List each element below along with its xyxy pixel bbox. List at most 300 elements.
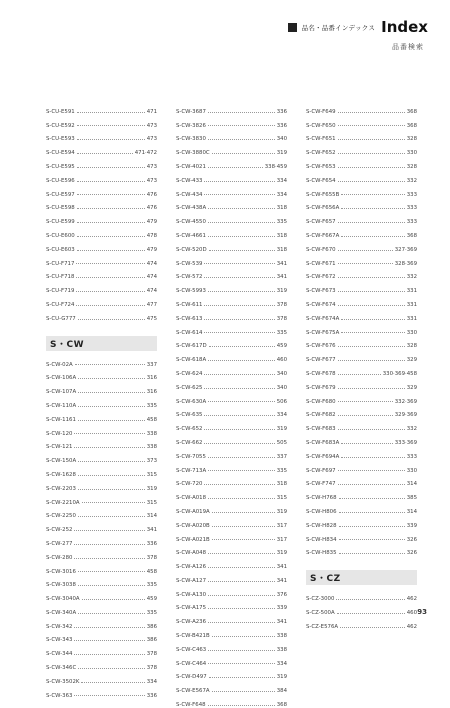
- product-code: S-CW-713A: [176, 467, 207, 474]
- product-code: S-CW-618A: [176, 357, 207, 364]
- page-reference: 318: [276, 205, 287, 212]
- dot-leader: [78, 392, 145, 393]
- dot-leader: [204, 319, 274, 320]
- page-reference: 474: [146, 274, 157, 281]
- index-entry: [46, 280, 157, 294]
- page-reference: 476: [146, 205, 157, 212]
- header-section-label: 品番検索: [392, 43, 424, 51]
- product-code: S-CW-F747: [306, 481, 336, 488]
- index-entry: [176, 280, 287, 294]
- page-reference: 338: [146, 444, 157, 451]
- product-code: S-CU-E592: [46, 122, 75, 129]
- index-entry: [176, 501, 287, 515]
- page-reference: 334: [276, 412, 287, 419]
- page-reference: 368: [406, 122, 417, 129]
- page-reference: 329: [406, 384, 417, 391]
- dot-leader: [77, 181, 145, 182]
- index-column-1: [46, 101, 157, 699]
- index-entry: [176, 570, 287, 584]
- index-entry: [306, 322, 417, 336]
- section-heading: S・CW: [46, 336, 157, 351]
- page-reference: 333·369: [394, 439, 417, 446]
- index-entry: [176, 156, 287, 170]
- dot-leader: [341, 332, 404, 333]
- page-reference: 335: [146, 402, 157, 409]
- dot-leader: [75, 364, 145, 365]
- index-entry: [46, 409, 157, 423]
- product-code: S-CU-F717: [46, 260, 75, 267]
- dot-leader: [339, 553, 405, 554]
- dot-leader: [78, 420, 145, 421]
- product-code: S-CW-F674A: [306, 315, 340, 322]
- dot-leader: [77, 236, 145, 237]
- index-entry: [176, 446, 287, 460]
- product-code: S-CW-277: [46, 540, 73, 547]
- dot-leader: [338, 415, 393, 416]
- index-entry: [306, 432, 417, 446]
- page-reference: 378: [146, 651, 157, 658]
- dot-leader: [338, 153, 405, 154]
- index-entry: [46, 506, 157, 520]
- product-code: S-CU-E600: [46, 232, 75, 239]
- dot-leader: [337, 613, 405, 614]
- page-reference: 505: [276, 439, 287, 446]
- product-code: S-CW-630A: [176, 398, 207, 405]
- page-reference: 330: [406, 150, 417, 157]
- product-code: S-CW-E567A: [176, 688, 210, 695]
- dot-leader: [339, 498, 405, 499]
- dot-leader: [338, 346, 405, 347]
- dot-leader: [78, 516, 145, 517]
- index-entry: [176, 694, 287, 708]
- dot-leader: [82, 599, 145, 600]
- index-entry: [306, 267, 417, 281]
- product-code: S-CW-120: [46, 430, 73, 437]
- page-reference: 333: [406, 453, 417, 460]
- page-reference: 326: [406, 550, 417, 557]
- index-entry: [176, 129, 287, 143]
- dot-leader: [212, 539, 275, 540]
- dot-leader: [76, 277, 144, 278]
- product-code: S-CU-F719: [46, 288, 75, 295]
- page-reference: 462: [406, 623, 417, 630]
- index-entry: [306, 487, 417, 501]
- dot-leader: [82, 502, 145, 503]
- page-reference: 473: [146, 177, 157, 184]
- page-reference: 319: [276, 426, 287, 433]
- index-entry: [176, 377, 287, 391]
- product-code: S-CW-A236: [176, 619, 207, 626]
- page-reference: 329: [406, 357, 417, 364]
- product-code: S-CW-H834: [306, 536, 337, 543]
- page-reference: 337: [276, 453, 287, 460]
- dot-leader: [339, 539, 405, 540]
- page-reference: 378: [276, 301, 287, 308]
- dot-leader: [208, 236, 275, 237]
- index-entry: [46, 616, 157, 630]
- dot-leader: [204, 332, 274, 333]
- index-entry: [46, 423, 157, 437]
- product-code: S-CU-F724: [46, 301, 75, 308]
- product-code: S-CW-A130: [176, 591, 207, 598]
- page-reference: 341: [146, 527, 157, 534]
- product-code: S-CW-F655B: [306, 191, 340, 198]
- page-reference: 340: [276, 136, 287, 143]
- product-code: S-CW-H806: [306, 508, 337, 515]
- page-reference: 334: [276, 660, 287, 667]
- product-code: S-CU-E598: [46, 205, 75, 212]
- index-entry: [306, 363, 417, 377]
- product-code: S-CW-121: [46, 444, 73, 451]
- product-code: S-CW-613: [176, 315, 203, 322]
- product-code: S-CW-C464: [176, 660, 207, 667]
- page-reference: 333: [406, 191, 417, 198]
- index-entry: [46, 129, 157, 143]
- page-reference: 336: [146, 692, 157, 699]
- index-entry: [46, 354, 157, 368]
- page-reference: 471: [146, 108, 157, 115]
- product-code: S-CW-H828: [306, 522, 337, 529]
- dot-leader: [341, 443, 392, 444]
- index-entry: [306, 239, 417, 253]
- page-reference: 328·369: [394, 260, 417, 267]
- index-entry: [176, 198, 287, 212]
- index-entry: [306, 184, 417, 198]
- product-code: S-CW-280: [46, 554, 73, 561]
- dot-leader: [208, 498, 275, 499]
- index-entry: [176, 680, 287, 694]
- dot-leader: [341, 194, 404, 195]
- page-reference: 341: [276, 260, 287, 267]
- product-code: S-CW-F679: [306, 384, 336, 391]
- product-code: S-CW-5993: [176, 288, 206, 295]
- dot-leader: [340, 627, 405, 628]
- dot-leader: [338, 484, 405, 485]
- index-entry: [176, 267, 287, 281]
- index-entry: [46, 294, 157, 308]
- dot-leader: [74, 695, 144, 696]
- product-code: S-CW-F652: [306, 150, 336, 157]
- dot-leader: [208, 650, 274, 651]
- page-reference: 335: [146, 609, 157, 616]
- dot-leader: [74, 558, 144, 559]
- section-spacer: [306, 556, 417, 570]
- product-code: S-CW-340A: [46, 609, 77, 616]
- product-code: S-CW-4550: [176, 219, 206, 226]
- page-reference: 386: [146, 623, 157, 630]
- index-entry: [306, 474, 417, 488]
- page-reference: 475: [146, 315, 157, 322]
- index-entry: [46, 643, 157, 657]
- product-code: S-CW-F672: [306, 274, 336, 281]
- header-subtitle: 品名・品番インデックス: [301, 23, 376, 32]
- product-code: S-CW-3016: [46, 568, 76, 575]
- product-code: S-CW-F657: [306, 219, 336, 226]
- page-reference: 476: [146, 191, 157, 198]
- product-code: S-CW-438A: [176, 205, 207, 212]
- page-reference: 314: [146, 513, 157, 520]
- product-code: S-CW-H768: [306, 495, 337, 502]
- page-reference: 331: [406, 288, 417, 295]
- dot-leader: [77, 194, 145, 195]
- dot-leader: [338, 305, 405, 306]
- product-code: S-CW-624: [176, 370, 203, 377]
- dot-leader: [336, 599, 404, 600]
- product-code: S-CW-252: [46, 527, 73, 534]
- page-reference: 333: [406, 219, 417, 226]
- product-code: S-CW-7055: [176, 453, 206, 460]
- index-entry: [46, 395, 157, 409]
- index-entry: [306, 170, 417, 184]
- product-code: S-CW-3040A: [46, 596, 80, 603]
- dot-leader: [77, 112, 145, 113]
- dot-leader: [77, 153, 133, 154]
- index-entry: [306, 211, 417, 225]
- index-entry: [176, 308, 287, 322]
- dot-leader: [208, 401, 275, 402]
- dot-leader: [208, 622, 275, 623]
- index-entry: [176, 405, 287, 419]
- product-code: S-CW-3687: [176, 108, 206, 115]
- dot-leader: [74, 640, 144, 641]
- page-header: [288, 18, 428, 36]
- index-entry: [176, 667, 287, 681]
- product-code: S-CW-1161: [46, 416, 76, 423]
- index-entry: [306, 418, 417, 432]
- index-entry: [176, 543, 287, 557]
- product-code: S-CW-363: [46, 692, 73, 699]
- product-code: S-CW-F667A: [306, 232, 340, 239]
- dot-leader: [338, 250, 393, 251]
- page-reference: 462: [406, 596, 417, 603]
- dot-leader: [339, 526, 405, 527]
- index-entry: [306, 336, 417, 350]
- page-reference: 385: [406, 495, 417, 502]
- page-reference: 330: [406, 467, 417, 474]
- index-entry: [176, 391, 287, 405]
- index-entry: [46, 630, 157, 644]
- dot-leader: [212, 512, 275, 513]
- page-reference: 474: [146, 260, 157, 267]
- index-entry: [46, 575, 157, 589]
- product-code: S-CW-3830: [176, 136, 206, 143]
- page-reference: 332: [406, 177, 417, 184]
- index-entry: [46, 239, 157, 253]
- page-reference: 317: [276, 522, 287, 529]
- product-code: S-CU-E599: [46, 219, 75, 226]
- product-code: S-CW-346C: [46, 665, 77, 672]
- product-code: S-CW-342: [46, 623, 73, 630]
- dot-leader: [208, 125, 275, 126]
- index-entry: [176, 460, 287, 474]
- page-reference: 319: [276, 288, 287, 295]
- header-title: Index: [381, 18, 428, 36]
- index-entry: [46, 184, 157, 198]
- page-number: 93: [417, 608, 427, 616]
- product-code: S-CW-2203: [46, 485, 76, 492]
- index-entry: [46, 602, 157, 616]
- page-reference: 338·459: [264, 163, 287, 170]
- page-reference: 318: [276, 232, 287, 239]
- dot-leader: [77, 222, 145, 223]
- dot-leader: [208, 663, 274, 664]
- product-code: S-CW-4661: [176, 232, 206, 239]
- index-entry: [176, 349, 287, 363]
- dot-leader: [204, 263, 274, 264]
- product-code: S-CW-662: [176, 439, 203, 446]
- page-reference: 376: [276, 591, 287, 598]
- dot-leader: [208, 608, 275, 609]
- dot-leader: [77, 208, 145, 209]
- page-reference: 330·369·458: [382, 370, 417, 377]
- index-entry: [46, 156, 157, 170]
- page-reference: 335: [276, 219, 287, 226]
- product-code: S-CW-F649: [306, 108, 336, 115]
- dot-leader: [208, 208, 275, 209]
- product-code: S-CW-106A: [46, 375, 77, 382]
- index-entry: [306, 142, 417, 156]
- dot-leader: [74, 530, 144, 531]
- page-reference: 319: [276, 508, 287, 515]
- dot-leader: [341, 457, 404, 458]
- page-reference: 315: [146, 499, 157, 506]
- index-entry: [176, 639, 287, 653]
- page-reference: 340: [276, 384, 287, 391]
- index-entry: [46, 437, 157, 451]
- index-entry: [306, 294, 417, 308]
- product-code: S-CW-3038: [46, 582, 76, 589]
- index-entry: [306, 460, 417, 474]
- product-code: S-CU-E591: [46, 108, 75, 115]
- dot-leader: [204, 181, 274, 182]
- page-reference: 368: [406, 232, 417, 239]
- page-reference: 378: [146, 554, 157, 561]
- page-reference: 458: [146, 416, 157, 423]
- product-code: S-CW-614: [176, 329, 203, 336]
- index-entry: [46, 253, 157, 267]
- product-code: S-CW-D497: [176, 674, 207, 681]
- product-code: S-CW-611: [176, 301, 203, 308]
- dot-leader: [208, 567, 275, 568]
- index-entry: [306, 129, 417, 143]
- product-code: S-CW-1628: [46, 471, 76, 478]
- page-reference: 373: [146, 458, 157, 465]
- section-heading: S・CZ: [306, 570, 417, 585]
- index-entry: [306, 280, 417, 294]
- product-code: S-CW-539: [176, 260, 203, 267]
- index-entry: [176, 115, 287, 129]
- index-entry: [306, 405, 417, 419]
- index-entry: [46, 492, 157, 506]
- page-reference: 478: [146, 232, 157, 239]
- index-entry: [306, 588, 417, 602]
- product-code: S-CW-343: [46, 637, 73, 644]
- index-entry: [306, 198, 417, 212]
- page-reference: 331: [406, 301, 417, 308]
- product-code: S-CW-A175: [176, 605, 207, 612]
- index-entry: [306, 156, 417, 170]
- dot-leader: [74, 627, 144, 628]
- product-code: S-CW-H835: [306, 550, 337, 557]
- section-spacer: [46, 322, 157, 336]
- dot-leader: [208, 167, 263, 168]
- index-entry: [176, 474, 287, 488]
- product-code: S-CW-F653: [306, 163, 336, 170]
- index-entry: [46, 561, 157, 575]
- index-entry: [306, 377, 417, 391]
- dot-leader: [78, 571, 145, 572]
- header-square-mark: [288, 23, 297, 32]
- page-reference: 317: [276, 536, 287, 543]
- product-code: S-CW-F656A: [306, 205, 340, 212]
- index-entry: [306, 515, 417, 529]
- index-entry: [176, 418, 287, 432]
- index-entry: [46, 381, 157, 395]
- product-code: S-CW-A126: [176, 564, 207, 571]
- product-code: S-CW-F671: [306, 260, 336, 267]
- page-reference: 386: [146, 637, 157, 644]
- product-code: S-CW-110A: [46, 402, 77, 409]
- index-entry: [176, 142, 287, 156]
- product-code: S-CW-F651: [306, 136, 336, 143]
- index-entry: [46, 211, 157, 225]
- dot-leader: [76, 305, 144, 306]
- page-reference: 334: [276, 177, 287, 184]
- dot-leader: [209, 346, 275, 347]
- page-reference: 328: [406, 343, 417, 350]
- dot-leader: [78, 489, 145, 490]
- product-code: S-CW-3880C: [176, 150, 210, 157]
- product-code: S-CW-A048: [176, 550, 207, 557]
- dot-leader: [338, 291, 405, 292]
- dot-leader: [338, 388, 405, 389]
- index-entry: [176, 611, 287, 625]
- page-reference: 315: [146, 471, 157, 478]
- dot-leader: [74, 433, 144, 434]
- dot-leader: [204, 484, 274, 485]
- product-code: S-CW-B421B: [176, 633, 210, 640]
- page-reference: 314: [406, 508, 417, 515]
- index-entry: [176, 336, 287, 350]
- dot-leader: [338, 125, 405, 126]
- page-reference: 473: [146, 122, 157, 129]
- index-column-2: [176, 101, 287, 708]
- page-reference: 459: [276, 343, 287, 350]
- dot-leader: [341, 319, 404, 320]
- dot-leader: [208, 705, 275, 706]
- index-entry: [306, 115, 417, 129]
- page-reference: 368: [276, 702, 287, 708]
- page-reference: 326: [406, 536, 417, 543]
- dot-leader: [341, 208, 404, 209]
- dot-leader: [341, 236, 404, 237]
- page-reference: 474: [146, 288, 157, 295]
- index-entry: [46, 533, 157, 547]
- page-reference: 337: [146, 361, 157, 368]
- product-code: S-CW-F678: [306, 370, 336, 377]
- dot-leader: [338, 263, 393, 264]
- page-reference: 328: [406, 163, 417, 170]
- dot-leader: [338, 401, 393, 402]
- index-entry: [306, 446, 417, 460]
- page-reference: 473: [146, 163, 157, 170]
- dot-leader: [204, 429, 274, 430]
- page-reference: 319: [276, 674, 287, 681]
- product-code: S-CU-E596: [46, 177, 75, 184]
- page-reference: 328: [406, 136, 417, 143]
- dot-leader: [208, 360, 275, 361]
- index-entry: [306, 529, 417, 543]
